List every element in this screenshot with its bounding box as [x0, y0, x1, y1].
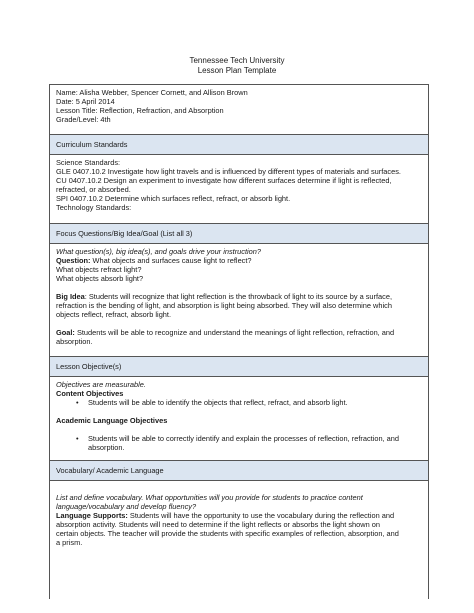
- big-idea-line-3: objects reflect, refract, absorb light.: [56, 310, 172, 319]
- spi-standard: SPI 0407.10.2 Determine which surfaces reflect, refract, or absorb light.: [56, 194, 291, 203]
- supports-text: Students will have the opportunity to use the vocabulary during the reflection and: [127, 511, 395, 520]
- supports-line-3: certain objects. The teacher will provide the students with specific examples of reflection, absorption, and: [56, 529, 399, 538]
- big-idea-text: : Students will recognize that light reflection is the throwback of light to its source by a surface,: [84, 292, 393, 301]
- goal-line-2: absorption.: [56, 337, 93, 346]
- question-text: What objects and surfaces cause light to reflect?: [90, 256, 252, 265]
- focus-section: [50, 244, 428, 357]
- focus-header: [50, 224, 428, 244]
- content-objective-text: Students will be able to identify the objects that reflect, refract, and absorb light.: [88, 398, 348, 407]
- big-idea-line-1: [56, 292, 422, 301]
- curriculum-heading: Curriculum Standards: [56, 140, 128, 149]
- cu-standard-line-2: refracted, or absorbed.: [56, 185, 131, 194]
- vocab-prompt-line-2: language/vocabulary and develop fluency?: [56, 502, 197, 511]
- curriculum-section: [50, 155, 428, 224]
- goal-text: Students will be able to recognize and understand the meanings of light reflection, refraction, and: [74, 328, 395, 337]
- technology-standards-label: Technology Standards:: [56, 203, 132, 212]
- question-line: [56, 256, 422, 265]
- focus-prompt: What question(s), big idea(s), and goals drive your instruction?: [56, 247, 261, 256]
- vocab-section: [50, 481, 428, 599]
- supports-line-2: absorption activity. Students will need to determine if the light reflects or absorbs the light shown on: [56, 520, 380, 529]
- date-line: Date: 5 April 2014: [56, 97, 115, 106]
- vocab-heading: Vocabulary/ Academic Language: [56, 466, 164, 475]
- big-idea-label: Big Idea: [56, 292, 85, 301]
- title-line: Lesson Title: Reflection, Refraction, and Absorption: [56, 106, 224, 115]
- goal-line-1: [56, 328, 422, 337]
- gle-standard: GLE 0407.10.2 Investigate how light travels and is influenced by different types of materials and surfaces.: [56, 167, 401, 176]
- question-3: What objects absorb light?: [56, 274, 144, 283]
- curriculum-header: [50, 135, 428, 155]
- name-line: Name: Alisha Webber, Spencer Cornett, and Allison Brown: [56, 88, 248, 97]
- question-label: Question:: [56, 256, 91, 265]
- goal-label: Goal:: [56, 328, 75, 337]
- big-idea-line-2: refraction is the bending of light, and absorption is light being absorbed. They will also determine which: [56, 301, 392, 310]
- document-header: [0, 56, 474, 76]
- supports-line-1: [56, 511, 422, 520]
- academic-language-label: Academic Language Objectives: [56, 416, 168, 425]
- question-2: What objects refract light?: [56, 265, 142, 274]
- cu-standard-line-1: CU 0407.10.2 Design an experiment to investigate how different surfaces determine if light is reflected,: [56, 176, 392, 185]
- supports-label: Language Supports:: [56, 511, 128, 520]
- focus-heading: Focus Questions/Big Idea/Goal (List all 3): [56, 229, 193, 238]
- template-title: Lesson Plan Template: [197, 66, 277, 75]
- lesson-plan-table: [49, 84, 429, 599]
- content-objective-item: • Students will be able to identify the objects that reflect, refract, and absorb light.: [76, 398, 348, 407]
- objectives-section: [50, 377, 428, 461]
- academic-objective-item: • Students will be able to correctly identify and explain the processes of reflection, refraction, and: [76, 434, 399, 443]
- supports-line-4: a prism.: [56, 538, 83, 547]
- objectives-header: [50, 357, 428, 377]
- grade-line: Grade/Level: 4th: [56, 115, 111, 124]
- science-standards-label: Science Standards:: [56, 158, 121, 167]
- academic-objective-text: Students will be able to correctly identify and explain the processes of reflection, refraction, and: [88, 434, 399, 443]
- university-name: Tennessee Tech University: [189, 56, 285, 65]
- objectives-prompt: Objectives are measurable.: [56, 380, 146, 389]
- content-objectives-label: Content Objectives: [56, 389, 124, 398]
- academic-objective-cont: absorption.: [88, 443, 125, 452]
- vocab-header: [50, 461, 428, 481]
- info-section: [50, 85, 428, 135]
- objectives-heading: Lesson Objective(s): [56, 362, 122, 371]
- vocab-prompt-line-1: List and define vocabulary. What opportunities will you provide for students to practice content: [56, 493, 363, 502]
